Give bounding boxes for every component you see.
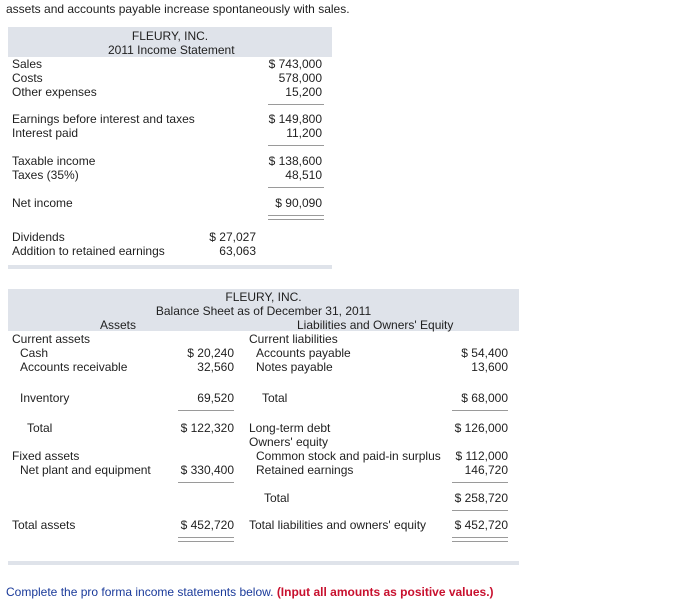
double-rule [452,537,508,538]
assets-header: Assets [100,318,137,332]
current-assets-label: Current assets [12,332,91,346]
owners-equity-total-value: $ 258,720 [454,491,508,505]
income-title: 2011 Income Statement [108,43,235,57]
ebit-value: $ 149,800 [268,112,322,126]
ap-label: Accounts payable [256,346,351,360]
costs-label: Costs [12,71,43,85]
instruction-note: (Input all amounts as positive values.) [276,585,494,599]
retained-earnings-label: Retained earnings [256,463,354,477]
other-expenses-value: 15,200 [285,85,322,99]
rule [268,145,324,146]
current-assets-total-label: Total [27,421,53,435]
np-value: 13,600 [471,360,508,374]
rule [452,482,508,483]
retained-label: Addition to retained earnings [12,244,165,258]
net-income-value: $ 90,090 [275,196,322,210]
np-label: Notes payable [256,360,333,374]
cash-label: Cash [20,346,49,360]
taxable-value: $ 138,600 [268,154,322,168]
npe-label: Net plant and equipment [20,463,151,477]
retained-value: 63,063 [219,244,256,258]
double-rule [452,541,508,542]
current-liab-total-label: Total [262,391,288,405]
sales-label: Sales [12,57,43,71]
sales-value: $ 743,000 [268,57,322,71]
ltd-label: Long-term debt [249,421,331,435]
common-stock-label: Common stock and paid-in surplus [256,449,441,463]
total-assets-label: Total assets [12,518,76,532]
owners-equity-label: Owners' equity [249,435,328,449]
rule [268,104,324,105]
npe-value: $ 330,400 [180,463,234,477]
common-stock-value: $ 112,000 [455,449,508,463]
liabilities-header: Liabilities and Owners' Equity [297,318,454,332]
other-expenses-label: Other expenses [12,85,97,99]
instruction-main: Complete the pro forma income statements below. [6,585,274,599]
total-liab-equity-label: Total liabilities and owners' equity [249,518,427,532]
instruction-text [6,585,494,599]
rule [178,410,234,411]
total-liab-equity-value: $ 452,720 [454,518,508,532]
rule [452,510,508,511]
interest-value: 11,200 [286,126,322,140]
net-income-label: Net income [12,196,73,210]
dividends-value: $ 27,027 [209,230,256,244]
dividends-label: Dividends [12,230,65,244]
intro-text: assets and accounts payable increase spontaneously with sales. [6,2,350,16]
total-assets-value: $ 452,720 [180,518,234,532]
income-company: FLEURY, INC. [131,29,209,43]
costs-value: 578,000 [278,71,322,85]
current-liab-total-value: $ 68,000 [461,391,508,405]
ltd-value: $ 126,000 [454,421,508,435]
taxes-value: 48,510 [285,168,322,182]
taxes-label: Taxes (35%) [12,168,79,182]
income-footer-band [8,265,332,269]
rule [178,482,234,483]
cash-value: $ 20,240 [187,346,234,360]
ap-value: $ 54,400 [461,346,508,360]
balance-footer-band [8,561,519,565]
balance-company: FLEURY, INC. [225,290,302,304]
double-rule [268,219,324,220]
rule [452,410,508,411]
rule [268,187,324,188]
ar-value: 32,560 [197,360,234,374]
ebit-label: Earnings before interest and taxes [12,112,195,126]
balance-title: Balance Sheet as of December 31, 2011 [155,304,372,318]
ar-label: Accounts receivable [20,360,128,374]
double-rule [268,215,324,216]
inventory-value: 69,520 [197,391,234,405]
current-assets-total-value: $ 122,320 [180,421,234,435]
double-rule [178,541,234,542]
double-rule [178,537,234,538]
current-liabilities-label: Current liabilities [249,332,338,346]
retained-earnings-value: 146,720 [464,463,508,477]
owners-equity-total-label: Total [264,491,290,505]
inventory-label: Inventory [20,391,70,405]
interest-label: Interest paid [12,126,79,140]
taxable-label: Taxable income [12,154,96,168]
fixed-assets-label: Fixed assets [12,449,80,463]
